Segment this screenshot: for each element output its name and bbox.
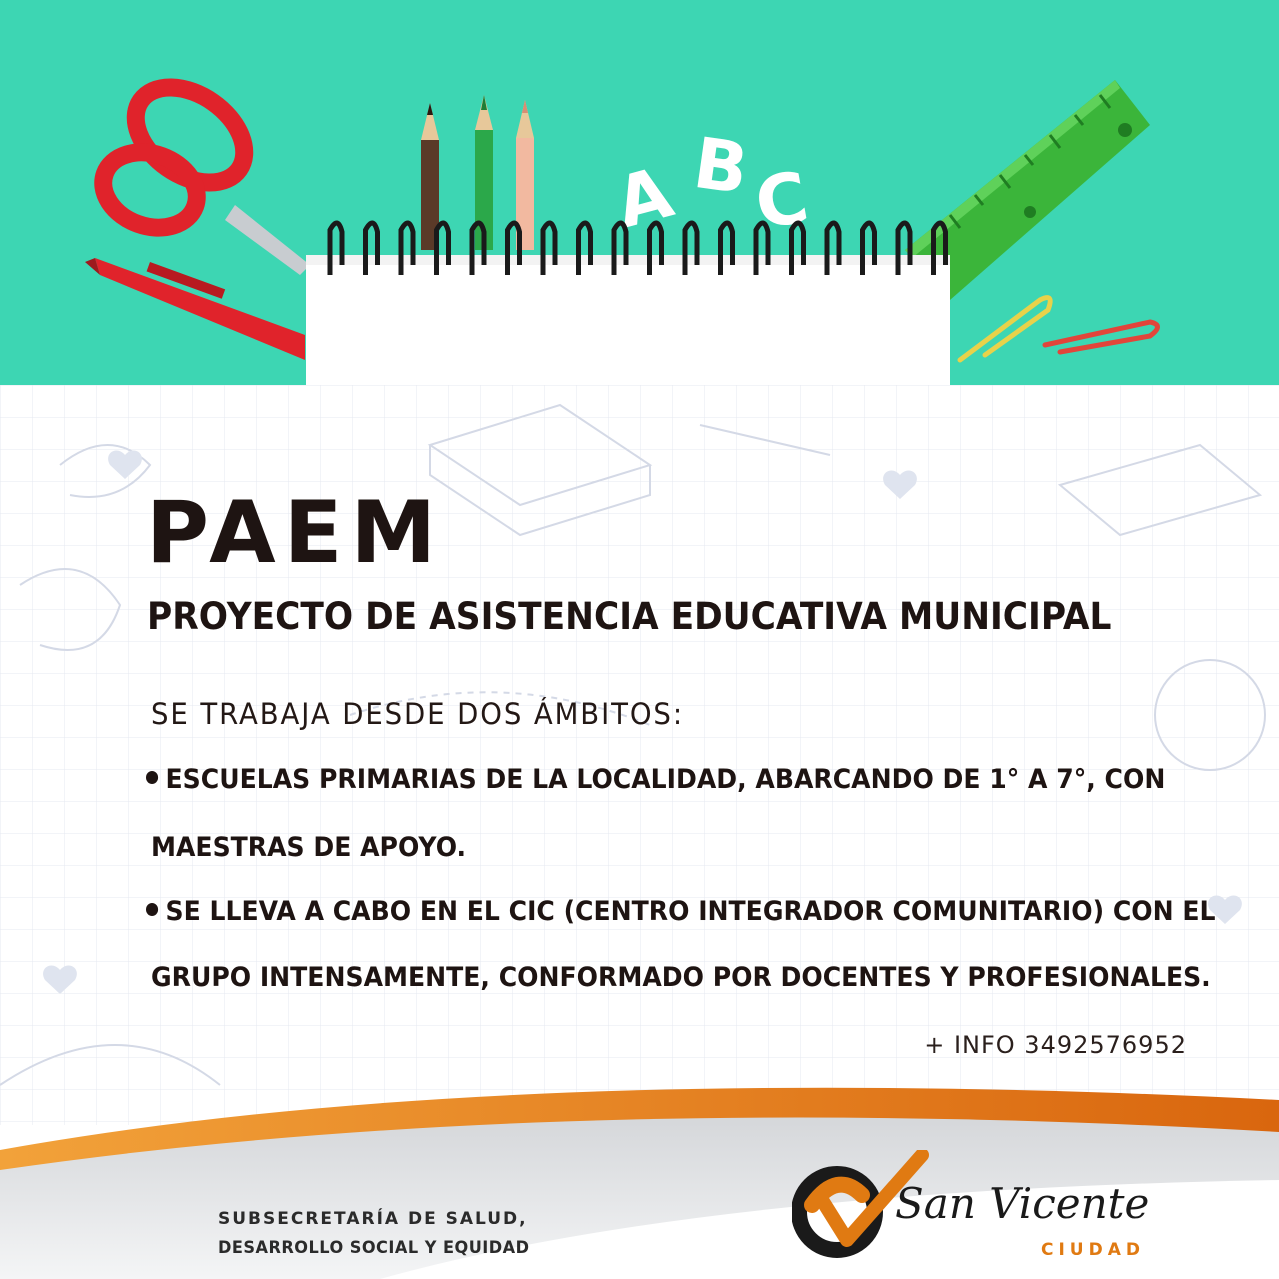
department-line-1: SUBSECRETARÍA DE SALUD, bbox=[218, 1209, 528, 1229]
banner-letter-b: B bbox=[688, 121, 753, 211]
bullet-item-2 bbox=[146, 898, 1216, 925]
bullet-1-line-2: MAESTRAS DE APOYO. bbox=[151, 832, 467, 863]
bullet-dot-icon bbox=[146, 771, 158, 784]
banner-letter-c: C bbox=[749, 155, 815, 246]
paperclip-icon bbox=[960, 298, 1158, 360]
department-line-2: DESARROLLO SOCIAL Y EQUIDAD bbox=[218, 1238, 530, 1258]
intro-text: SE TRABAJA DESDE DOS ÁMBITOS: bbox=[151, 697, 685, 731]
school-supplies-banner bbox=[0, 0, 1279, 385]
pen-icon bbox=[85, 258, 305, 360]
bullet-1-line-1: ESCUELAS PRIMARIAS DE LA LOCALIDAD, ABARCANDO DE 1° A 7°, CON bbox=[165, 764, 1166, 795]
bullet-item-1 bbox=[146, 766, 1165, 793]
bullet-2-line-2: GRUPO INTENSAMENTE, CONFORMADO POR DOCENTES Y PROFESIONALES. bbox=[151, 962, 1211, 993]
notebook-icon bbox=[306, 223, 950, 385]
page-title: PAEM bbox=[146, 483, 445, 583]
page-subtitle: PROYECTO DE ASISTENCIA EDUCATIVA MUNICIPAL bbox=[147, 595, 1112, 638]
contact-info: + INFO 3492576952 bbox=[924, 1031, 1187, 1059]
logo-name: San Vicente bbox=[895, 1179, 1150, 1228]
bullet-2-line-1: SE LLEVA A CABO EN EL CIC (CENTRO INTEGRADOR COMUNITARIO) CON EL bbox=[165, 896, 1216, 927]
logo-subtitle: CIUDAD bbox=[1041, 1240, 1145, 1260]
scissors-icon bbox=[93, 68, 310, 275]
bullet-dot-icon bbox=[146, 903, 158, 916]
banner-letter-a: A bbox=[607, 151, 681, 245]
